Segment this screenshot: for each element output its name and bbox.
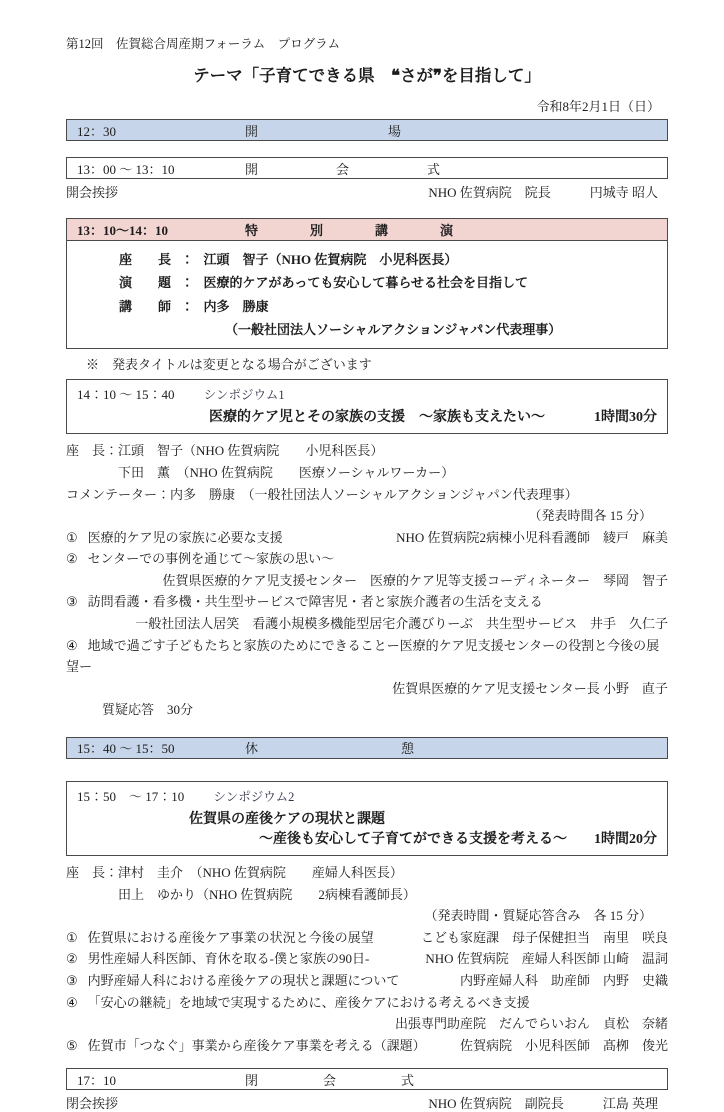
item-speaker: こども家庭課 母子保健担当 南里 咲良 <box>420 929 668 945</box>
opening-ceremony-box <box>66 157 668 179</box>
symposium1-chair-line-1: 座 長：江頭 智子（NHO 佐賀病院 小児科医長） <box>66 442 384 458</box>
special-lecture-label: 特 別 講 演 <box>245 223 454 238</box>
opening-ceremony-time: 13：00 ～ 13：10 <box>77 161 175 177</box>
closing-greeting-row <box>66 1093 668 1112</box>
opening-ceremony-label: 開 会 式 <box>245 161 441 177</box>
item-title: 佐賀市「つなぐ」事業から産後ケア事業を考える（課題） <box>87 1037 426 1053</box>
symposium2-subtitle: ～産後も安心して子育てができる支援を考える～ <box>259 831 567 847</box>
presentation-item <box>66 1035 668 1057</box>
symposium1-title: 医療的ケア児とその家族の支援 ～家族も支えたい～ <box>209 409 545 425</box>
item-speaker: 佐賀病院 小児科医師 髙栁 俊光 <box>459 1037 668 1053</box>
closing-ceremony-label: 閉 会 式 <box>245 1072 415 1088</box>
presentation-item <box>66 948 668 970</box>
symposium1-header-box <box>66 379 668 434</box>
presentation-item <box>66 992 668 1014</box>
item-number: ④ <box>66 994 78 1010</box>
symposium2-items <box>66 927 668 1056</box>
symposium1-chairs <box>66 440 668 506</box>
presentation-item <box>66 635 668 678</box>
document-title: 第12回 佐賀総合周産期フォーラム プログラム <box>66 37 341 51</box>
symposium1-session-type: シンポジウム1 <box>203 387 285 402</box>
item-speaker: NHO 佐賀病院2病棟小児科看護師 綾戸 麻美 <box>396 529 668 545</box>
break-time: 15：40 ～ 15：50 <box>77 741 175 757</box>
item-speaker: 佐賀県医療的ケア児支援センター 医療的ケア児等支援コーディネーター 琴岡 智子 <box>162 572 668 588</box>
symposium2-session-type: シンポジウム2 <box>213 789 295 804</box>
presentation-item <box>66 527 668 549</box>
symposium1-time-row <box>77 384 657 403</box>
opening-greeting-row <box>66 182 668 201</box>
symposium2-time-note: （発表時間・質疑応答含み 各 15 分） <box>424 908 652 924</box>
presentation-item <box>66 591 668 613</box>
closing-greeting-label: 閉会挨拶 <box>66 1096 119 1112</box>
item-speaker: NHO 佐賀病院 産婦人科医師 山崎 温詞 <box>425 951 668 967</box>
symposium1-commentator: コメンテーター：内多 勝康 （一般社団法人ソーシャルアクションジャパン代表理事） <box>66 486 578 502</box>
presentation-item <box>66 927 668 949</box>
presentation-item <box>66 970 668 992</box>
item-title: 地域で過ごす子どもたちと家族のためにできることー医療的ケア児支援センターの役割と今後の展望ー <box>66 637 660 675</box>
special-lecture-time: 13：10～14：10 <box>77 223 169 238</box>
opening-banner <box>66 119 668 141</box>
presentation-item <box>66 548 668 570</box>
symposium1-items <box>66 527 668 721</box>
item-number: ① <box>66 929 78 945</box>
opening-greeting-speaker: NHO 佐賀病院 院長 円城寺 昭人 <box>428 185 658 200</box>
item-number: ① <box>66 529 78 545</box>
symposium1-chair-line-2: 下田 薫 （NHO 佐賀病院 医療ソーシャルワーカー） <box>118 464 455 480</box>
item-title: 内野産婦人科における産後ケアの現状と課題について <box>87 972 400 988</box>
item-number: ④ <box>66 637 78 653</box>
special-lecture-section <box>66 218 668 349</box>
item-speaker: 一般社団法人居笑 看護小規模多機能型居宅介護びりーぶ 共生型サービス 井手 久仁子 <box>135 615 668 631</box>
symposium2-time-row <box>77 786 657 805</box>
closing-ceremony-box <box>66 1068 668 1090</box>
qa-line: 質疑応答 30分 <box>102 702 194 718</box>
opening-greeting-label: 開会挨拶 <box>66 185 119 200</box>
item-title: 訪問看護・看多機・共生型サービスで障害児・者と家族介護者の生活を支える <box>87 594 543 610</box>
symposium1-title-row <box>77 406 657 426</box>
item-speaker: 佐賀県医療的ケア児支援センター長 小野 直子 <box>392 680 668 696</box>
symposium1-time: 14：10 ～ 15：40 <box>77 386 175 402</box>
item-number: ③ <box>66 594 78 610</box>
item-title: 男性産婦人科医師、育休を取る-僕と家族の90日- <box>87 951 370 967</box>
break-label: 休 憩 <box>245 741 415 757</box>
opening-time: 12：30 <box>77 123 117 139</box>
title-change-note: ※ 発表タイトルは変更となる場合がございます <box>86 356 372 372</box>
special-lecture-lecturer-line: 講 師 ： 内多 勝康 <box>119 298 269 314</box>
special-lecture-topic-line: 演 題 ： 医療的ケアがあっても安心して暮らせる社会を目指して <box>119 275 528 291</box>
closing-greeting-speaker: NHO 佐賀病院 副院長 江島 英理 <box>428 1096 658 1112</box>
special-lecture-header <box>67 219 667 241</box>
symposium2-duration: 1時間20分 <box>594 831 657 847</box>
symposium2-chairs <box>66 862 668 906</box>
symposium2-title: 佐賀県の産後ケアの現状と課題 <box>189 811 385 827</box>
closing-ceremony-time: 17：10 <box>77 1072 117 1088</box>
special-lecture-chair-line: 座 長 ： 江頭 智子（NHO 佐賀病院 小児科医長） <box>119 252 458 267</box>
item-title: 「安心の継続」を地域で実現するために、産後ケアにおける考えるべき支援 <box>87 994 530 1010</box>
item-number: ③ <box>66 972 78 988</box>
special-lecture-body <box>67 241 667 348</box>
item-speaker: 出張専門助産院 だんでらいおん 貞松 奈緒 <box>394 1016 668 1032</box>
symposium2-chair-line-1: 座 長：津村 圭介 （NHO 佐賀病院 産婦人科医長） <box>66 864 403 880</box>
theme-title: テーマ「子育てできる県 ❝さが❞を目指して」 <box>193 66 541 85</box>
event-date: 令和8年2月1日（日） <box>536 99 660 114</box>
item-speaker: 内野産婦人科 助産師 内野 史織 <box>459 972 668 988</box>
item-title: 医療的ケア児の家族に必要な支援 <box>87 529 283 545</box>
break-banner <box>66 737 668 759</box>
symposium2-chair-line-2: 田上 ゆかり（NHO 佐賀病院 2病棟看護師長） <box>118 886 416 902</box>
item-title: 佐賀県における産後ケア事業の状況と今後の展望 <box>87 929 374 945</box>
item-number: ⑤ <box>66 1037 78 1053</box>
item-number: ② <box>66 951 78 967</box>
item-title: センターでの事例を通じて～家族の思い～ <box>87 551 335 567</box>
symposium2-time: 15：50 ～ 17：10 <box>77 788 185 804</box>
symposium2-subtitle-row <box>77 828 657 848</box>
special-lecture-org-line: （一般社団法人ソーシャルアクションジャパン代表理事） <box>225 322 562 338</box>
symposium1-duration: 1時間30分 <box>594 409 657 425</box>
opening-label: 開 場 <box>245 123 402 139</box>
symposium2-header-box <box>66 781 668 856</box>
item-number: ② <box>66 551 78 567</box>
symposium1-time-note: （発表時間各 15 分） <box>528 507 652 523</box>
